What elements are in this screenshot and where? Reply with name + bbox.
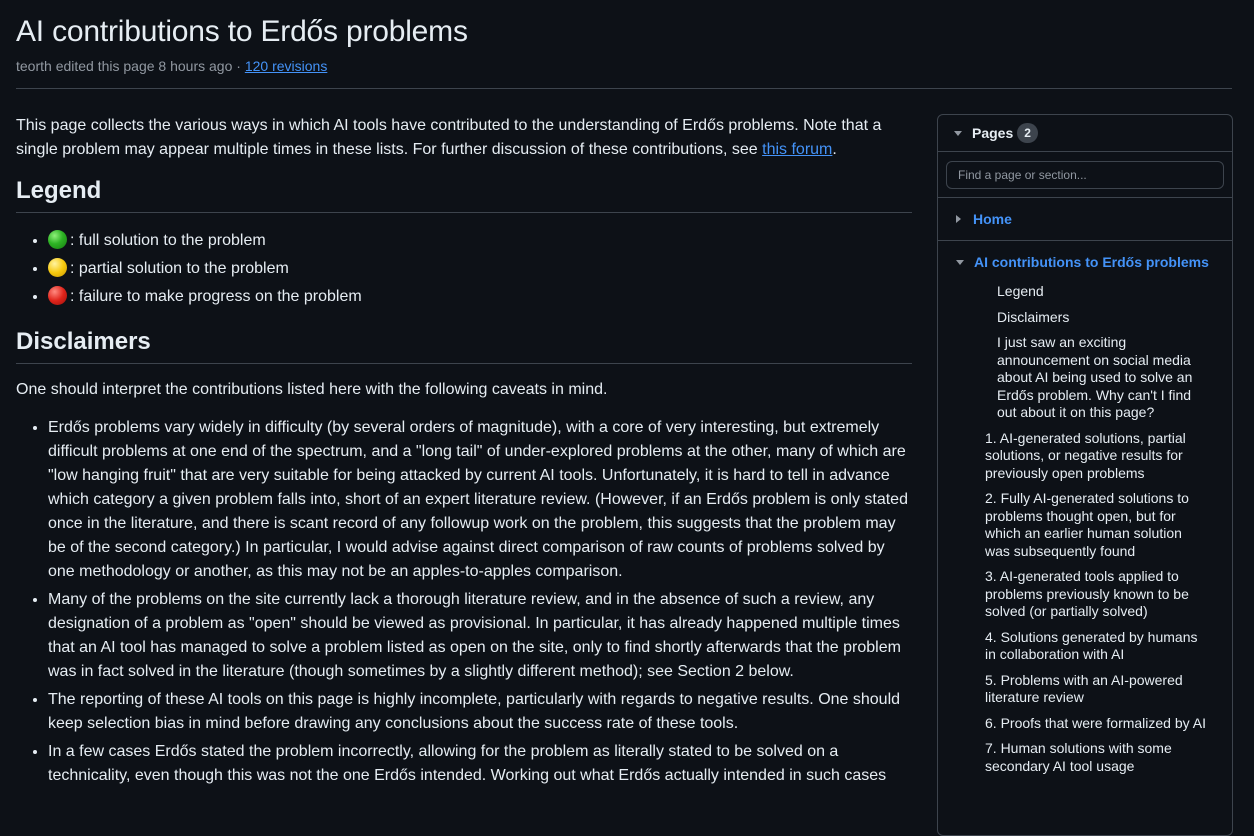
page-search-input[interactable] (946, 161, 1224, 189)
chevron-right-icon[interactable] (956, 215, 961, 223)
pages-sidebar (937, 114, 1233, 836)
legend-item-failure (48, 283, 912, 311)
sidebar-page-ai-contributions[interactable] (938, 241, 1232, 283)
red-circle-icon (48, 286, 67, 305)
legend-label: : full solution to the problem (70, 232, 266, 249)
disclaimers-intro: One should interpret the contributions listed here with the following caveats in mind. (16, 381, 608, 398)
legend-heading: Legend (16, 176, 912, 213)
legend-item-partial (48, 255, 912, 283)
toc-item-section-7[interactable]: 7. Human solutions with some secondary AI tool usage (985, 740, 1172, 774)
page-title: AI contributions to Erdős problems (16, 15, 468, 48)
toc-item-section-5[interactable]: 5. Problems with an AI-powered literature review (985, 671, 1183, 705)
section-toc (938, 283, 1232, 775)
forum-link[interactable]: this forum (762, 141, 833, 158)
green-circle-icon (48, 230, 67, 249)
pages-title: Pages (972, 125, 1014, 141)
edit-meta (16, 56, 1232, 76)
pages-count-badge: 2 (1017, 123, 1038, 143)
sidebar-page-home[interactable] (938, 198, 1232, 241)
legend-label: : partial solution to the problem (70, 260, 289, 277)
disclaimers-heading: Disclaimers (16, 327, 912, 364)
chevron-down-icon[interactable] (956, 260, 964, 265)
wiki-content (16, 114, 912, 792)
yellow-circle-icon (48, 258, 67, 277)
toc-item-announcement-faq[interactable]: I just saw an exciting announcement on social media about AI being used to solve an Erdős problem. Why can't I find out about it on this page? (997, 334, 1193, 420)
legend-list (16, 227, 912, 311)
toc-item-disclaimers[interactable]: Disclaimers (997, 308, 1070, 325)
list-item: • In a few cases Erdős stated the problem incorrectly, allowing for the problem as literally stated to be solved on a technicality, even though this was not the one Erdős intended. Working out what Erdős actually intended in such cases (48, 740, 912, 788)
intro-text-end: . (832, 141, 837, 158)
toc-item-section-4[interactable]: 4. Solutions generated by humans in collaboration with AI (985, 628, 1198, 662)
toc-item-section-1[interactable]: 1. AI-generated solutions, partial solutions, or negative results for previously open problems (985, 429, 1186, 481)
toc-item-section-3[interactable]: 3. AI-generated tools applied to problems previously known to be solved (or partially solved) (985, 568, 1189, 619)
sidebar-page-link[interactable]: Home (973, 211, 1012, 227)
intro-text: This page collects the various ways in which AI tools have contributed to the understanding of Erdős problems. Note that a single problem may appear multiple times in these lists. For further discussion of these contributions, see (16, 117, 882, 158)
revisions-link[interactable]: 120 revisions (244, 58, 328, 74)
list-item: • The reporting of these AI tools on this page is highly incomplete, particularly with regards to negative results. One should keep selection bias in mind before drawing any conclusions about the success rate of these tools. (48, 688, 912, 736)
edit-meta-text: teorth edited this page 8 hours ago · (16, 58, 245, 74)
page-header (16, 14, 1232, 76)
sidebar-page-link[interactable]: AI contributions to Erdős problems (974, 254, 1209, 270)
legend-item-full (48, 227, 912, 255)
toc-item-section-6[interactable]: 6. Proofs that were formalized by AI (985, 714, 1206, 731)
list-item: • Erdős problems vary widely in difficulty (by several orders of magnitude), with a core of very interesting, but extremely difficult problems at one end of the spectrum, and a "long tail" of under-explored problems at the other, many of which are "low hanging fruit" that are very suitable for being attacked by current AI tools. Unfortunately, it is hard to tell in advance which category a given problem falls into, short of an expert literature review. (However, if an Erdős problem is only stated once in the literature, and there is scant record of any followup work on the problem, this suggests that the problem may be of the second category.) In particular, I would advise against direct comparison of raw counts of problems solved by one methodology or another, as this may not be an apples-to-apples comparison. (48, 416, 912, 584)
page-search-container (938, 152, 1232, 198)
list-item: • Many of the problems on the site currently lack a thorough literature review, and in the absence of such a review, any designation of a problem as "open" should be viewed as provisional. In particular, it has already happened multiple times that an AI tool has managed to solve a problem listed as open on the site, only to find shortly afterwards that the problem was in fact solved in the literature (though sometimes by a slightly different method); see Section 2 below. (48, 588, 912, 684)
intro-paragraph (16, 114, 912, 162)
toc-item-section-2[interactable]: 2. Fully AI-generated solutions to problems thought open, but for which an earlier human solution was subsequently found (985, 490, 1189, 559)
toc-item-legend[interactable]: Legend (997, 283, 1044, 299)
caveat-list (16, 416, 912, 788)
chevron-down-icon (954, 131, 962, 136)
pages-toggle[interactable] (938, 115, 1232, 152)
header-divider (16, 88, 1232, 89)
legend-label: : failure to make progress on the problem (70, 288, 362, 305)
